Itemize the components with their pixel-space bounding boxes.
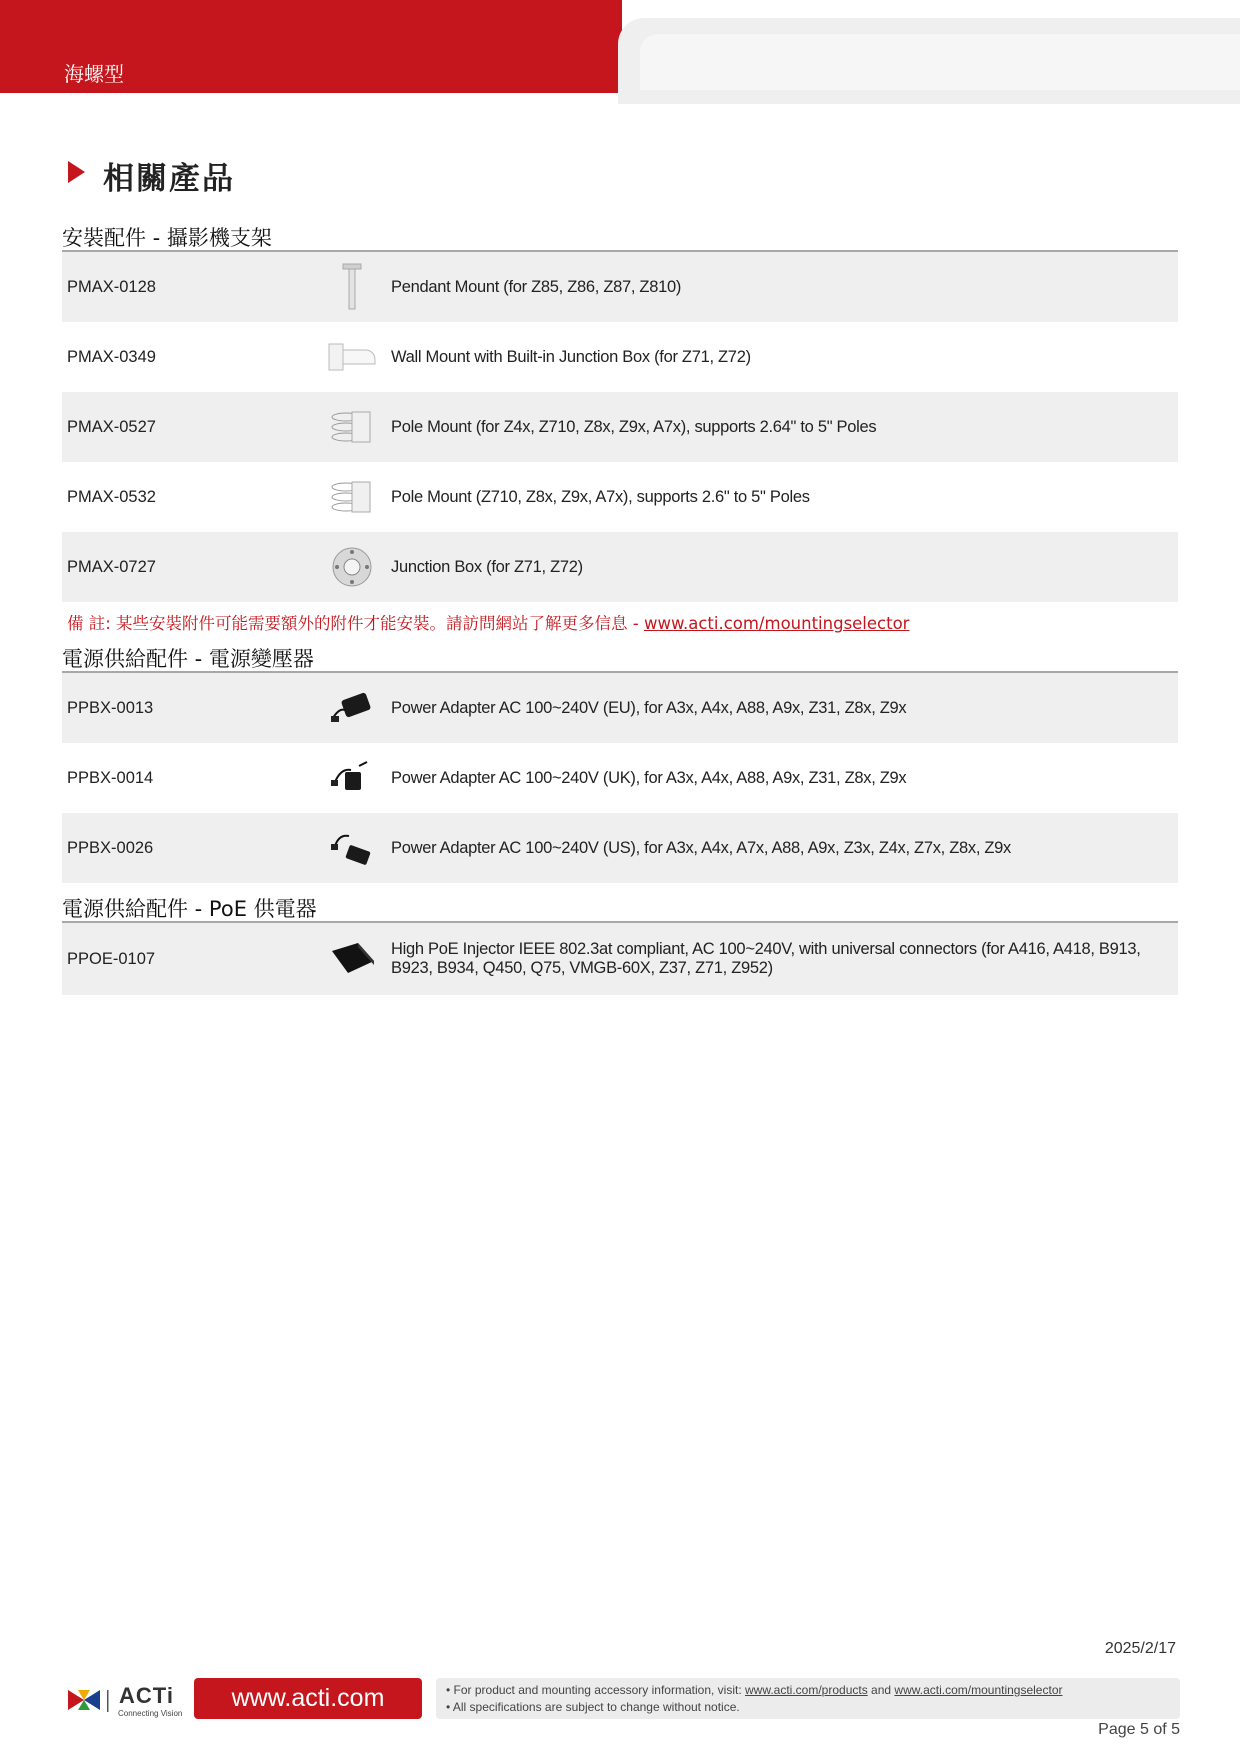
mounting-note [67, 610, 909, 634]
footer-line-1 [446, 1683, 1063, 1697]
table-row [62, 923, 1178, 995]
footer-line-1-and: and [867, 1683, 895, 1697]
logo-wordmark: ACTi [119, 1683, 174, 1708]
pendant-mount-icon [327, 262, 377, 312]
product-code: PPBX-0026 [67, 838, 154, 857]
products-link[interactable]: www.acti.com/products [745, 1683, 868, 1697]
table-row [62, 392, 1178, 462]
product-code: PPBX-0013 [67, 698, 154, 717]
product-description: Power Adapter AC 100~240V (UK), for A3x, A4x, A88, A9x, Z31, Z8x, Z9x [391, 768, 907, 787]
document-date: 2025/2/17 [1104, 1640, 1176, 1657]
product-code: PMAX-0527 [67, 417, 156, 436]
table-row [62, 813, 1178, 883]
product-description: Pendant Mount (for Z85, Z86, Z87, Z810) [391, 277, 682, 296]
product-code: PPOE-0107 [67, 949, 156, 968]
mountingselector-link[interactable]: www.acti.com/mountingselector [894, 1683, 1063, 1697]
section-title: 相關產品 [103, 161, 235, 197]
product-description: Pole Mount (Z710, Z8x, Z9x, A7x), supports 2.6" to 5" Poles [391, 487, 810, 506]
footer-line-2: • All specifications are subject to change without notice. [446, 1700, 740, 1714]
note-text: 備 註: 某些安裝附件可能需要額外的附件才能安裝。請訪問網站了解更多信息 - [67, 614, 644, 633]
power-adapter-icon [327, 683, 377, 733]
product-code: PMAX-0727 [67, 557, 156, 576]
header-title: 海螺型 [64, 62, 124, 86]
website-button[interactable]: www.acti.com [194, 1678, 422, 1719]
section-arrow-icon [68, 161, 85, 183]
mounting-selector-link[interactable]: www.acti.com/mountingselector [644, 614, 910, 633]
product-code: PMAX-0532 [67, 487, 156, 506]
table-row [62, 252, 1178, 322]
product-description: Junction Box (for Z71, Z72) [391, 557, 583, 576]
product-code: PMAX-0128 [67, 277, 156, 296]
product-description: Wall Mount with Built-in Junction Box (for Z71, Z72) [391, 347, 751, 366]
product-code: PMAX-0349 [67, 347, 156, 366]
table-row [62, 743, 1178, 813]
category-title: 電源供給配件 - PoE 供電器 [62, 897, 317, 921]
table-row [62, 322, 1178, 392]
pole-mount-icon [327, 472, 377, 522]
header-tab-inner [640, 34, 1240, 90]
pole-mount-icon [327, 402, 377, 452]
junction-box-icon [327, 542, 377, 592]
table-row [62, 462, 1178, 532]
product-description: Power Adapter AC 100~240V (EU), for A3x, A4x, A88, A9x, Z31, Z8x, Z9x [391, 698, 907, 717]
page-number: Page 5 of 5 [1098, 1721, 1180, 1738]
product-description: High PoE Injector IEEE 802.3at compliant, AC 100~240V, with universal connectors (for A416, A418, B913, B923, B934, Q450, Q75, VMGB-60X, Z37, Z71, Z952) [391, 940, 1141, 977]
logo-tagline: Connecting Vision [118, 1709, 183, 1718]
table-row [62, 673, 1178, 743]
poe-injector-icon [327, 934, 377, 984]
wall-mount-icon [327, 332, 377, 382]
power-adapter-icon [327, 753, 377, 803]
footer-info [436, 1678, 1180, 1719]
power-adapter-icon [327, 823, 377, 873]
table-row [62, 532, 1178, 602]
product-description: Power Adapter AC 100~240V (US), for A3x, A4x, A7x, A88, A9x, Z3x, Z4x, Z7x, Z8x, Z9x [391, 838, 1011, 857]
product-description: Pole Mount (for Z4x, Z710, Z8x, Z9x, A7x), supports 2.64" to 5" Poles [391, 417, 877, 436]
footer-line-1-text: • For product and mounting accessory information, visit: [446, 1683, 745, 1697]
category-title: 安裝配件 - 攝影機支架 [62, 226, 272, 250]
category-title: 電源供給配件 - 電源變壓器 [62, 647, 314, 671]
product-code: PPBX-0014 [67, 768, 154, 787]
